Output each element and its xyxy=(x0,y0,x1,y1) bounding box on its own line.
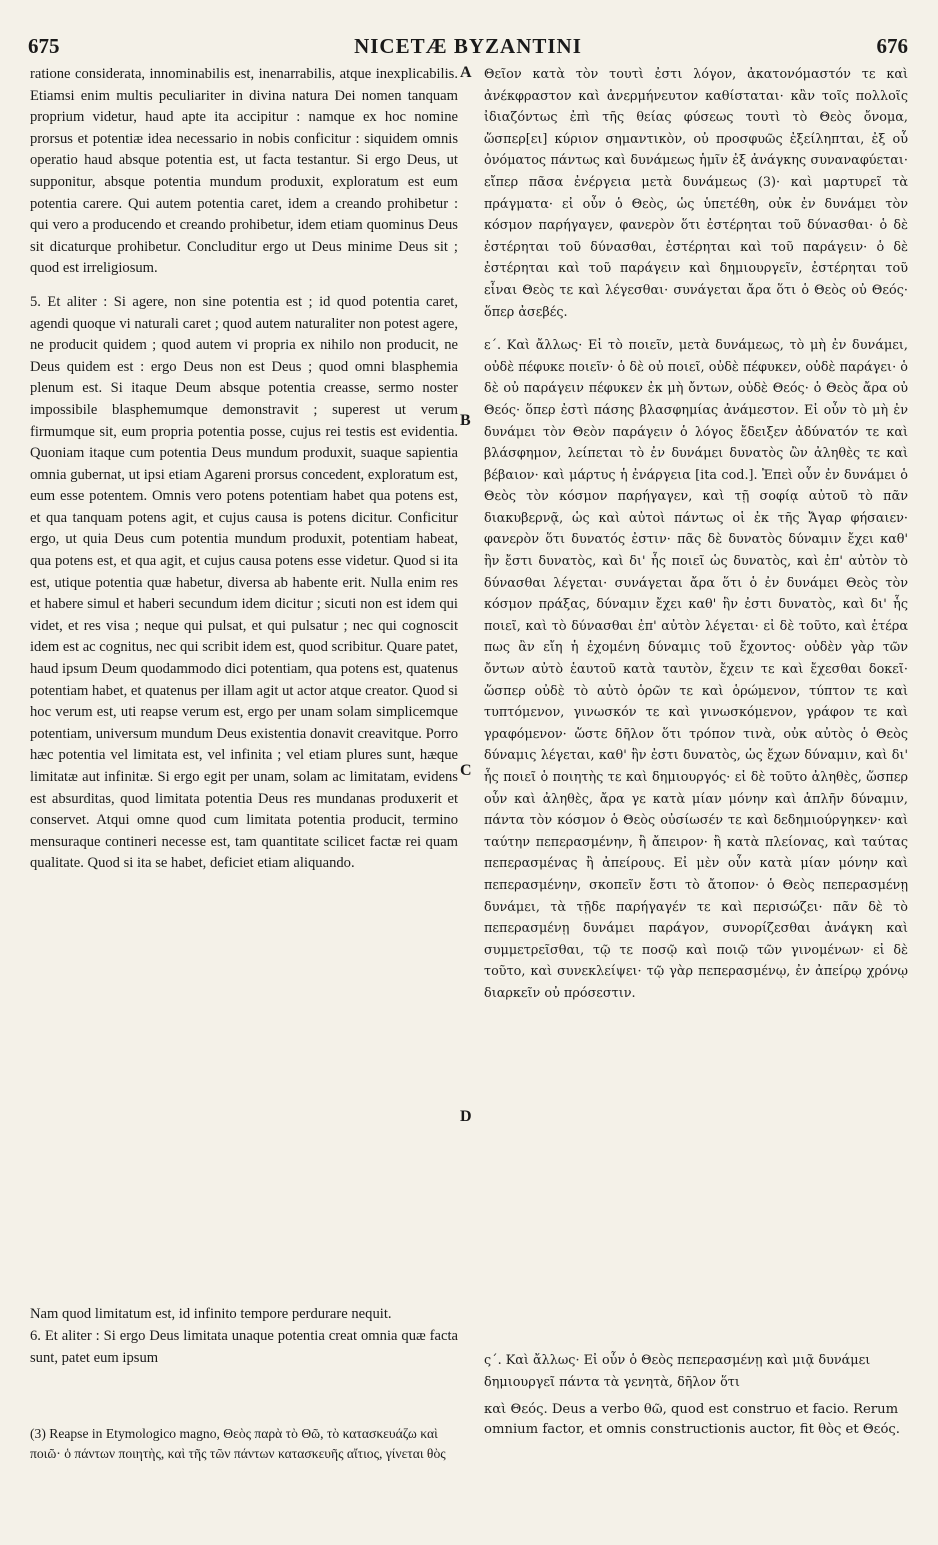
latin-continuation xyxy=(30,1326,458,1369)
page-number-right: 676 xyxy=(876,34,908,58)
section-marker-d: D xyxy=(460,1108,472,1125)
greek-column xyxy=(484,64,908,1005)
running-title: NICETÆ BYZANTINI xyxy=(354,34,582,58)
greek-continuation: ς΄. Καὶ ἄλλως· Εἰ οὖν ὁ Θεὸς πεπερασμένῃ καὶ μιᾷ δυνάμει δημιουργεῖ πάντα τὰ γενητὰ, δῆλον ὅτι xyxy=(484,1353,871,1390)
footnote-left xyxy=(30,1424,458,1464)
page-number-left: 675 xyxy=(28,34,60,58)
greek-paragraph-1: Θεῖον κατὰ τὸν τουτὶ ἐστι λόγον, ἀκατονόμαστόν τε καὶ ἀνέκφραστον καὶ ἀνερμήνευτον καθίσταται· κἂν τοῖς πολλοῖς ἰδιαζόντως ἐπὶ τῆς θείας φύσεως τουτὶ τὸ Θεὸς ὄνομα, ὥσπερ[ει] κύριον σημαντικὸν, οὐ προσφυῶς ἐξείληπται, ἐξ οὗ ὀνόματος πάντως καὶ δυνάμεως ἡμῖν ἐξ ἀνάγκης συναναφύεται· εἴπερ πᾶσα ἐνέργεια μετὰ δυνάμεως (3)· καὶ μαρτυρεῖ τὰ πράγματα· εἰ οὖν ὁ Θεὸς, ὡς ὑπετέθη, οὐκ ἐν δυνάμει τὸν κόσμον παρήγαγεν, φανερὸν ὅτι ἐστέρηται τοῦ δύνασθαι· ὁ δὲ ἐστέρηται τοῦ δύνασθαι, ἐστέρηται καὶ τοῦ παράγειν· ὁ δὲ ἐστέρηται καὶ τοῦ παράγειν καὶ δημιουργεῖν, ἐστέρηται τοῦ εἶναι Θεὸς τε καὶ λέγεσθαι· συνάγεται ἄρα ὅτι ὁ Θεὸς οὐ Θεός· ὅπερ ἀσεβές. xyxy=(484,67,908,320)
section-marker-b: B xyxy=(460,412,471,429)
footnote-right: καὶ Θεός. Deus a verbo θῶ, quod est construo et facio. Rerum omnium factor, et omnis constructionis auctor, fit θὸς et Θεός. xyxy=(484,1402,900,1437)
latin-paragraph-2: 5. Et aliter : Si agere, non sine potentia est ; id quod potentia caret, agendi quoque vi naturali caret ; quod autem naturaliter non potest agere, ne producit quidem ; quod autem vi propria ex nihilo non producit, ne Deus quidem est : ergo Deus non est Deus ; quod omni blasphemia plenum est. Si itaque Deum absque potentia creasse, sermo noster impossibile blasphemumque demonstravit ; superest ut verum firmumque sit, eum propria potentia posse, cujus rei testis est evidentia. Quoniam itaque cum potentia Deus mundum produxit, suaque sapientia omnia gubernat, ut ipsi etiam Agareni prorsus concedent, exploratum est, eum esse potentem. Omnis vero potens potentiam habet qua potens est, et qua tanquam potens agit, et cujus causa is potens dicitur. Conficitur ergo, ut quia Deus cum potentia mundum produxit, potentiam habeat, qua potens est, et qua agit, et cujus causa potens esse videtur. Quod si ita est, utique potentia quæ habetur, diversa ab habente erit. Nulla enim res et habere simul et haberi secundum idem dicitur ; sicuti non est idem qui videt, et res visa ; neque qui pulsat, et qui pulsatur ; nec qui cognoscit idem est ac cognitus, nec qui scribit idem est, quod scribitur. Quare patet, haud ipsum Deum quodammodo dici potentiam, qua potens est, quatenus potentiam habet, et quatenus per illam agit ut actor atque creator. Quod si hoc verum est, uti reapse verum est, ergo per unam solam simplicemque potentiam, universum mundum Deus existentia donavit creavitque. Porro hæc potentia vel limitata est, vel infinita ; vel etiam plures sunt, hæque limitatæ aut infinitæ. Si ergo egit per unam, solam ac limitatam, evidens est absurditas, quod limitata potentia Deus res mundanas produxerit et conservet. Atqui omne quod cum limitata potentia producit, termino mensuraque contineri necesse est, tam quantitate scilicet factæ rei quam qualitate. Quod si ita se habet, deficiet etiam aliquando. xyxy=(30,293,458,872)
footnote-text: (3) Reapse in Etymologico magno, Θεὸς παρὰ τὸ Θῶ, τὸ κατασκευάζω καὶ ποιῶ· ὁ πάντων ποιητὴς, καὶ τῆς τῶν πάντων κατασκευῆς αἴτιος, γίνεται θὸς xyxy=(30,1426,446,1461)
section-marker-c: C xyxy=(460,762,472,779)
latin-paragraph-1: ratione considerata, innominabilis est, inenarrabilis, atque inexplicabilis. Etiamsi enim multis peculiariter in divina natura Dei nomen tanquam proprium videtur, haud apte ita accipitur : namque ex hoc nomine prorsus et potentiæ idea necessario in nobis conficitur : siquidem omnis operatio haud absque potentia est, ut facta testantur. Si ergo Deus, ut supponitur, absque potentia mundum produxit, exploratum est eum potentia carere. Qui autem potentia caret, idem a creando prohibetur : qui vero a producendo et creando prohibetur, idem etiam quominus Deus sit dicaturque prohibetur. Concluditur ergo ut Deus minime Deus sit ; quod est irreligiosum. xyxy=(30,66,458,277)
latin-column xyxy=(30,64,458,875)
greek-paragraph-2: ε΄. Καὶ ἄλλως· Εἰ τὸ ποιεῖν, μετὰ δυνάμεως, τὸ μὴ ἐν δυνάμει, οὐδὲ πέφυκε ποιεῖν· ὁ δὲ οὐ ποιεῖ, οὐδὲ πέφυκεν, οὐδὲ παράγει· ὁ δὲ οὐ παράγειν πέφυκεν ἐκ μὴ ὄντων, οὐδὲ Θεός· ὁ Θεὸς ἄρα οὐ Θεός· ὅπερ ἐστὶ πάσης βλασφημίας ἀνάμεστον. Εἰ οὖν τὸ μὴ ἐν δυνάμει τὸν Θεὸν παράγειν ὁ λόγος ἔδειξεν ἀδύνατόν τε καὶ βλάσφημον, λείπεται τὸ ἐν δυνάμει δυνατὸς ὢν ἀληθὲς τε καὶ βέβαιον· καὶ μάρτυς ἡ ἐνάργεια [ita cod.]. Ἐπεὶ οὖν ἐν δυνάμει ὁ Θεὸς τὸν κόσμον παρήγαγεν, καὶ τῇ σοφίᾳ αὐτοῦ τὸ πᾶν διακυβερνᾷ, ὡς καὶ αὐτοὶ πάντως οἱ ἐκ τῆς Ἄγαρ φήσαιεν· φανερὸν ὅτι δυνατός ἐστιν· πᾶς δὲ δυνατὸς δύναμιν ἔχει καθ' ἣν ἔστι δυνατὸς, καὶ δι' ἧς ποιεῖ ὡς δυνατὸς, καὶ ἐπ' αὐτὸν τὸ δύνασθαι λέγεται· συνάγεται ἄρα ὅτι ὁ ἐν δυνάμει Θεὸς τὸν κόσμον πράξας, δύναμιν ἔχει καθ' ἣν ἐστι δυνατὸς, καὶ δι' ἧς ποιεῖ, καὶ τὸ δύνασθαι ἐπ' αὐτὸν λέγεται· εἰ δὲ τοῦτο, καὶ ἑτέρα πως ἂν εἴη ἡ ἐχομένη δύναμις τοῦ ἔχοντος· οὐδὲν γὰρ τῶν ὄντων αὐτὸ ἑαυτοῦ κατὰ ταυτὸν, ἔχειν τε καὶ ἔχεσθαι δοκεῖ· ὥσπερ οὐδὲ τὸ αὐτὸ ὁρῶν τε καὶ ὁρώμενον, τύπτον τε καὶ τυπτόμενον, γινωσκόν τε καὶ γινωσκόμενον, γράφον τε καὶ γραφόμενον· ὥστε δῆλον ὅτι τρόπον τινὰ, οὐκ αὐτὸς ὁ Θεὸς δύναμις λέγεται, καθ' ἣν ἐστι δυνατὸς, ὡς ἔχων δύναμιν, καὶ δι' ἧς ποιεῖ ὁ ποιητὴς τε καὶ δημιουργός· εἰ δὲ τοῦτο ἀληθὲς, ὥσπερ οὖν καὶ ἀληθὲς, ἄρα γε κατὰ μίαν μόνην καὶ ἁπλῆν δύναμιν, πάντα τὸν κόσμον ὁ Θεὸς οὐσίωσέν τε καὶ δεδημιούργηκεν· καὶ ταύτην πεπερασμένην, ἢ ἄπειρον· ἢ κατὰ πλείονας, καὶ ταύτας πεπερασμένας ἢ ἀπείρους. Εἰ μὲν οὖν κατὰ μίαν μόνην καὶ πεπερασμένην, σκοπεῖν ἔστι τὸ ἄτοπον· ὁ Θεὸς πεπερασμένῃ δυνάμει, τὰ τῇδε παρήγαγέν τε καὶ περισώζει· πᾶν δὲ τὸ πεπερασμένῃ δυνάμει παράγον, συνορίζεσθαι ἀνάγκη καὶ συμμετρεῖσθαι, τῷ τε ποσῷ καὶ ποιῷ τῶν γινομένων· εἰ δὲ τοῦτο, καὶ συνεκλείψει· τῷ γὰρ πεπερασμένῳ, ἐν ἀπείρῳ χρόνῳ διαρκεῖν οὐ πρόσεστιν. xyxy=(484,338,908,1001)
latin-paragraph-3: 6. Et aliter : Si ergo Deus limitata unaque potentia creat omnia quæ facta sunt, patet eum ipsum xyxy=(30,1328,458,1366)
full-width-line: Nam quod limitatum est, id infinito tempore perdurare nequit. xyxy=(30,1306,392,1322)
page-header xyxy=(28,34,908,60)
section-marker-a: A xyxy=(460,64,472,81)
